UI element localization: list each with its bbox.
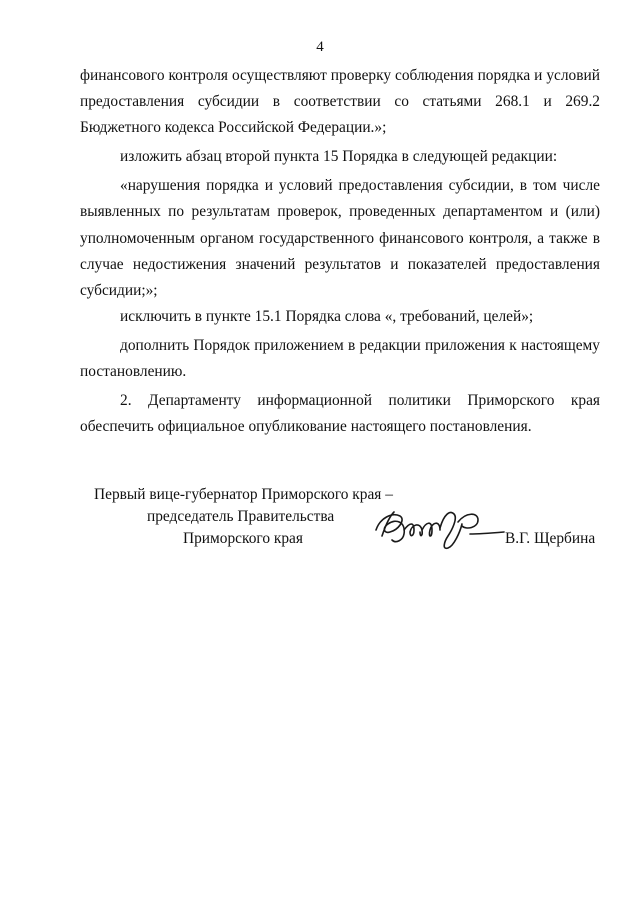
paragraph-amend-clause-15: изложить абзац второй пункта 15 Порядка в следующей редакции:: [120, 148, 558, 166]
signatory-name: В.Г. Щербина: [505, 530, 596, 547]
page-number: 4: [316, 39, 324, 55]
paragraph-exclude-words: исключить в пункте 15.1 Порядка слова «, требований, целей»;: [120, 307, 534, 325]
paragraph-quoted-text: «нарушения порядка и условий предоставления субсидии, в том числе выявленных по результатам проверок, проведенных департаментом и (или) уполномоченным органом государственного финансового контроля, а также в случае недостижения значений результатов и показателей предоставления субсидии;»;: [80, 177, 600, 299]
document-body: [80, 63, 600, 440]
signatory-title-line-1: Первый вице-губернатор Приморского края –: [94, 486, 393, 503]
handwritten-signature: [370, 500, 510, 556]
paragraph-add-appendix: дополнить Порядок приложением в редакции приложения к настоящему постановлению.: [80, 336, 600, 381]
signatory-title-line-2: председатель Правительства: [147, 508, 335, 525]
paragraph-publication: 2. Департаменту информационной политики Приморского края обеспечить официальное опубликование настоящего постановления.: [80, 392, 600, 436]
paragraph-continuation: финансового контроля осуществляют проверку соблюдения порядка и условий предоставления субсидии в соответствии со статьями 268.1 и 269.2 Бюджетного кодекса Российской Федерации.»;: [80, 67, 600, 137]
signatory-title-line-3: Приморского края: [183, 530, 303, 547]
signature-block: [80, 478, 610, 558]
